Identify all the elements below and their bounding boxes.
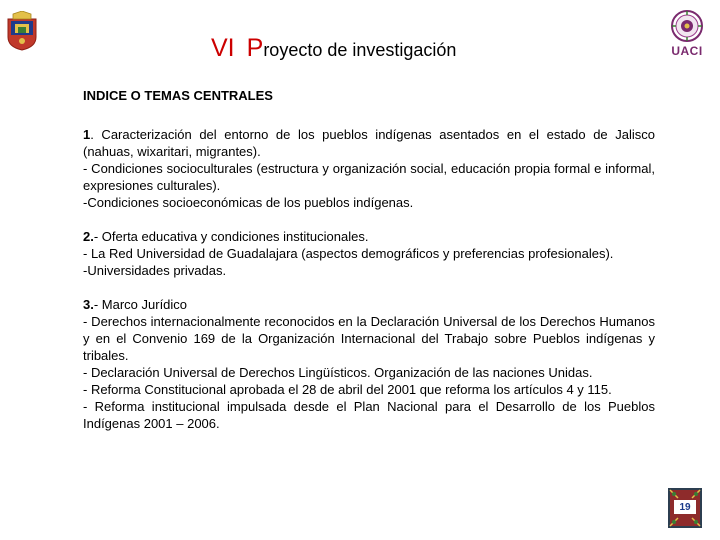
section-2 (83, 228, 655, 279)
title-first-letter: P (246, 34, 264, 62)
section-text: - Marco Jurídico (93, 297, 188, 312)
section-3-line: - Reforma Constitucional aprobada el 28 de abril del 2001 que reforma los artículos 4 y 115. (83, 382, 612, 397)
title-numeral: VI (211, 34, 235, 62)
crest-icon (5, 11, 39, 51)
university-crest-logo (5, 11, 39, 51)
title-rest: royecto de investigación (263, 40, 457, 60)
section-1-line (83, 126, 655, 160)
section-1-line: -Condiciones socioeconómicas de los pueblos indígenas. (83, 195, 414, 210)
uaci-logo (658, 8, 716, 58)
section-3-line (83, 296, 655, 313)
section-heading: INDICE O TEMAS CENTRALES (83, 88, 273, 103)
section-number: 2. (83, 229, 94, 244)
section-number: 3. (83, 297, 94, 312)
section-2-line: -Universidades privadas. (83, 263, 227, 278)
section-1 (83, 126, 655, 211)
section-2-line: - La Red Universidad de Guadalajara (aspectos demográficos y preferencias profesionales). (83, 246, 614, 261)
uaci-emblem-icon (658, 8, 716, 46)
section-text: . Caracterización del entorno de los pueblos indígenas asentados en el estado de Jalisco (nahuas, wixaritari, migrantes). (83, 127, 655, 159)
section-3-line: - Reforma institucional impulsada desde el Plan Nacional para el Desarrollo de los Pueblos Indígenas 2001 – 2006. (83, 399, 655, 431)
page-number: 19 (679, 502, 691, 513)
page-title (211, 34, 456, 63)
page-number-badge (668, 488, 702, 528)
section-number: 1 (83, 127, 91, 142)
section-1-line: - Condiciones socioculturales (estructura y organización social, educación propia formal e informal, expresiones culturales). (83, 161, 655, 193)
section-3-line: - Derechos internacionalmente reconocidos en la Declaración Universal de los Derechos Humanos y en el Convenio 169 de la Organización Internacional del Trabajo sobre Pueblos indígenas y tribales. (83, 314, 655, 363)
section-3-line: - Declaración Universal de Derechos Lingüísticos. Organización de las naciones Unidas. (83, 365, 593, 380)
section-2-line (83, 228, 655, 245)
uaci-logo-text: UACI (671, 44, 703, 58)
section-3 (83, 296, 655, 432)
section-text: - Oferta educativa y condiciones institucionales. (93, 229, 369, 244)
content-body (83, 126, 655, 449)
